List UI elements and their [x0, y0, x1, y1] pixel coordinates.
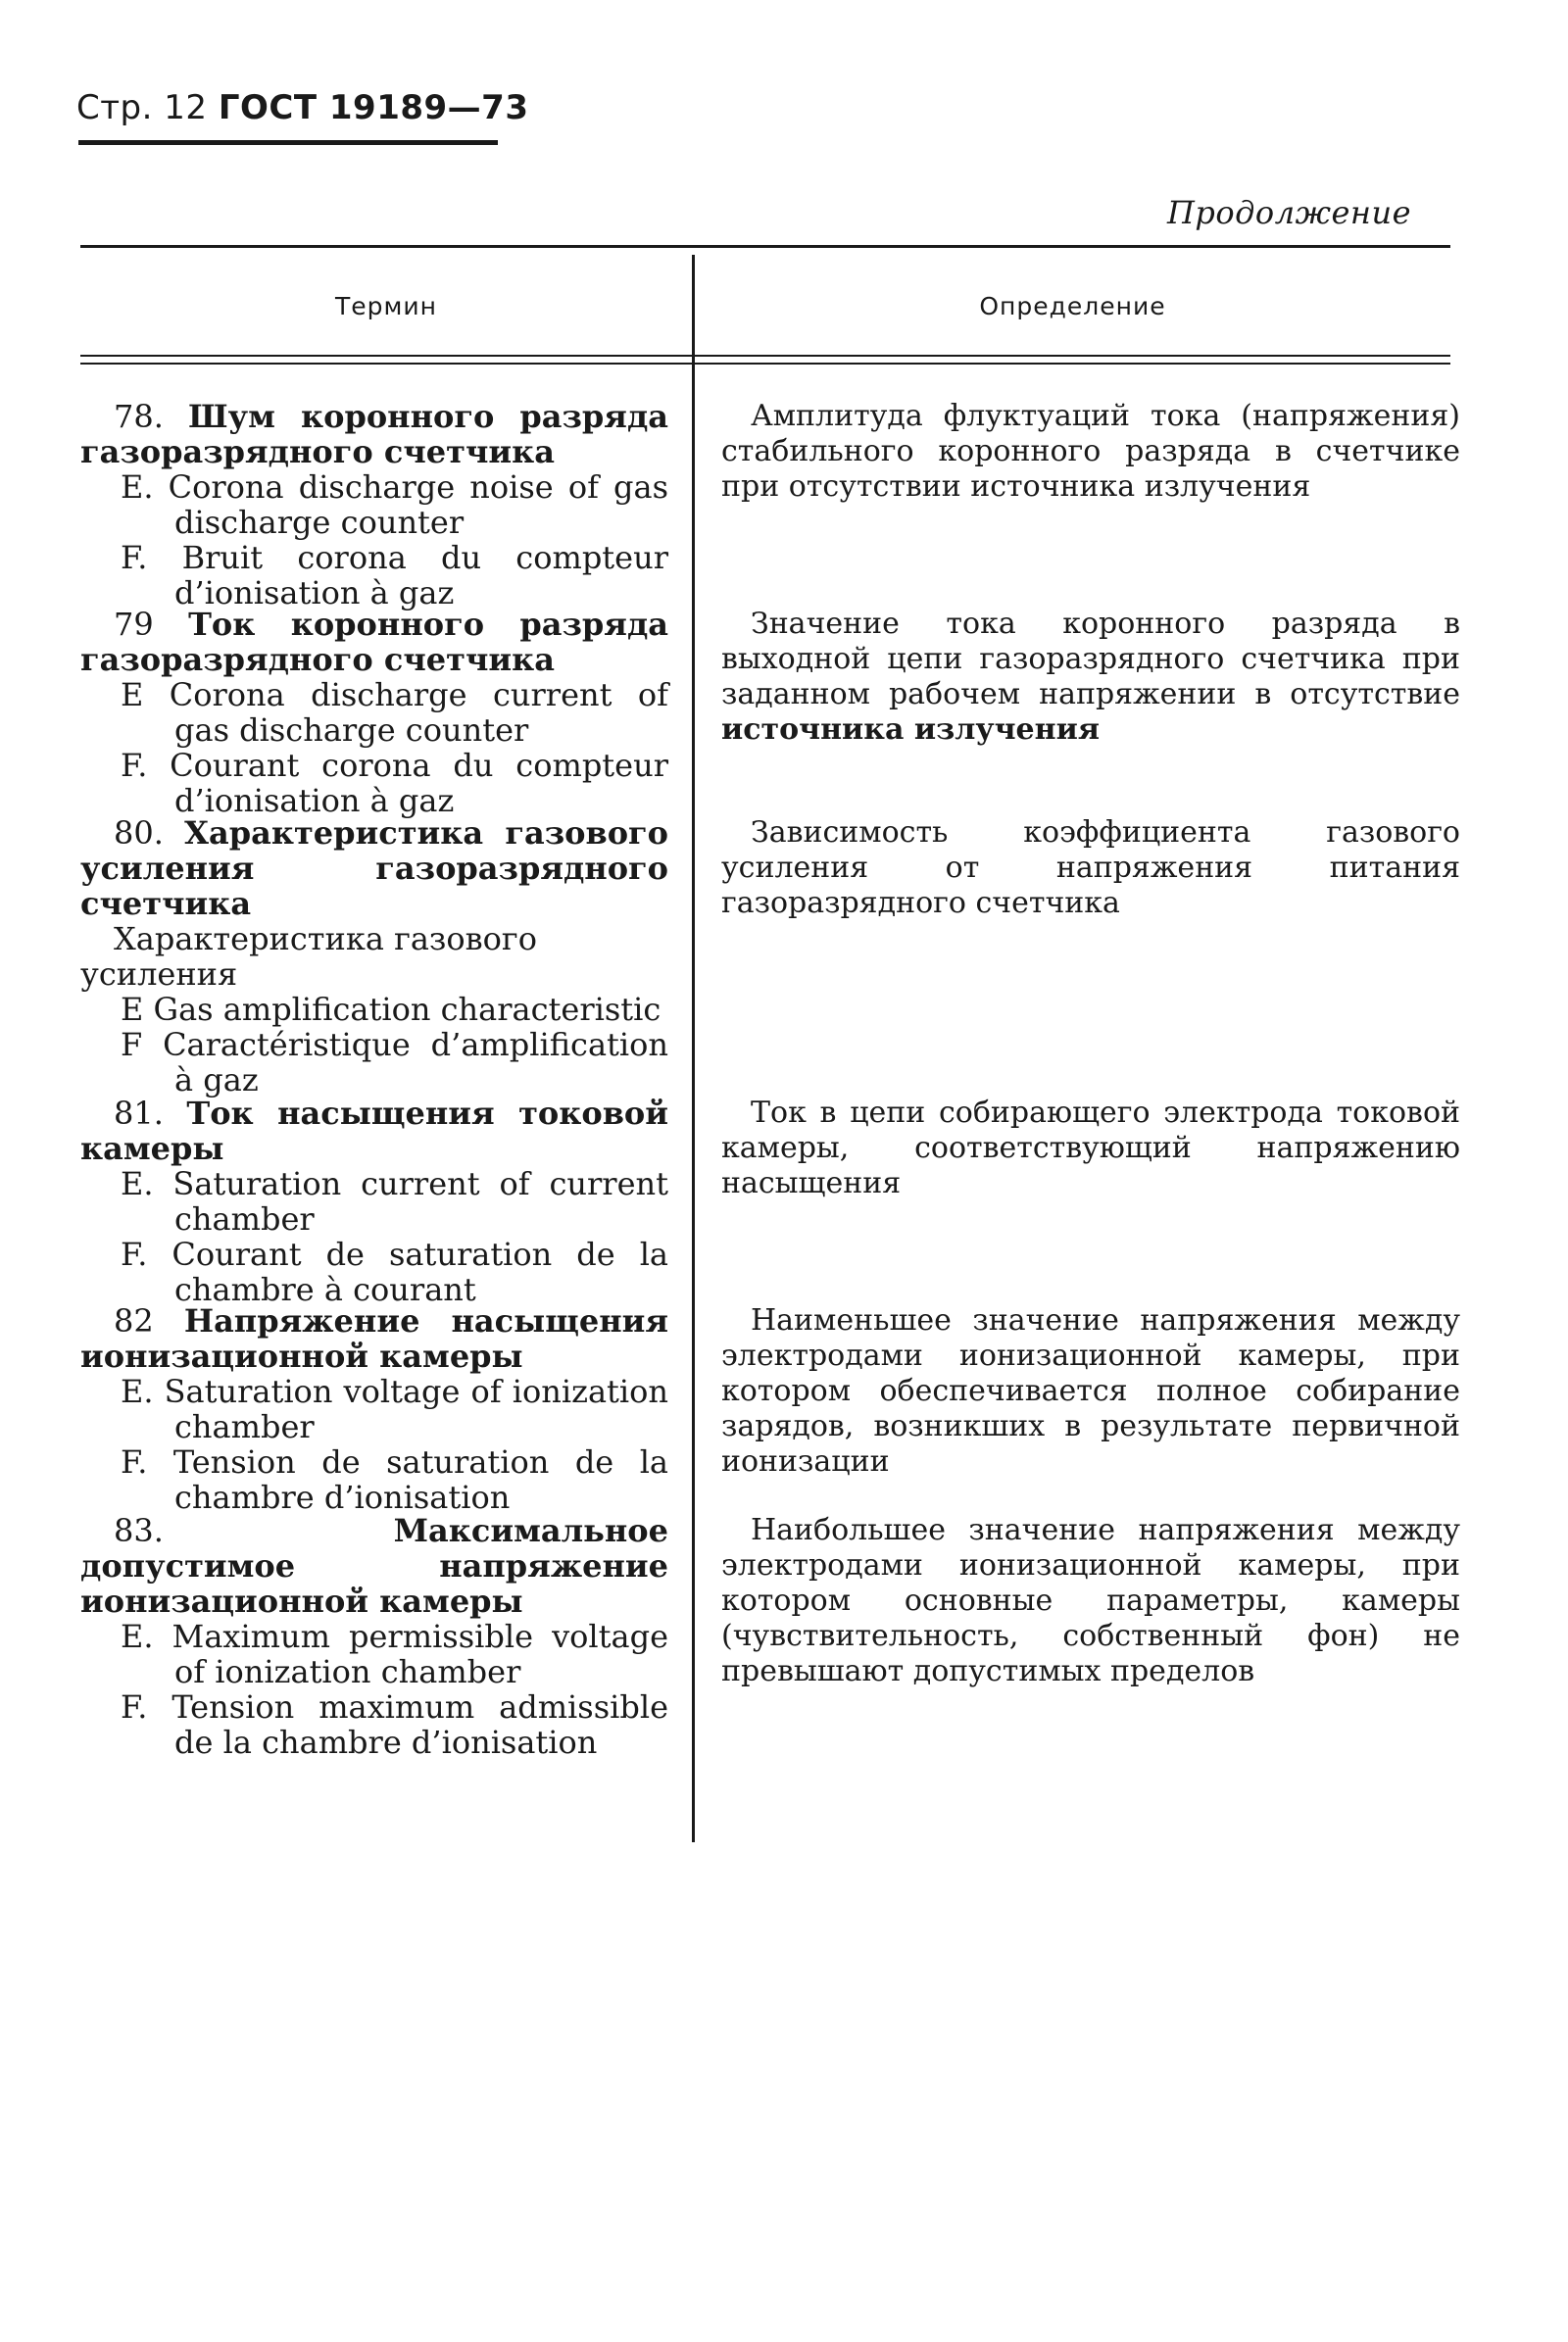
term-french: F. Tension de saturation de la chambre d’ionisation: [121, 1443, 668, 1516]
term-russian: Характеристика газового усиления газоразрядного счетчика: [80, 814, 668, 922]
column-header-definition: Определение: [979, 292, 1166, 320]
table-top-rule: [80, 245, 1450, 248]
definition-78: Амплитуда флуктуаций тока (напряжения) стабильного коронного разряда в счетчике при отсутствии источника излучения: [721, 399, 1460, 504]
term-synonym: Характеристика газового усиления: [80, 920, 537, 993]
term-english: E. Maximum permissible voltage of ionization chamber: [121, 1618, 668, 1690]
term-entry-82: [80, 1303, 668, 1515]
definition-text: Значение тока коронного разряда в выходной цепи газоразрядного счетчика при заданном рабочем напряжении в отсутствие: [721, 607, 1460, 711]
term-english: E. Corona discharge noise of gas discharge counter: [121, 468, 668, 541]
term-french: F. Bruit corona du compteur d’ionisation à gaz: [121, 539, 668, 611]
term-title: [80, 399, 668, 469]
column-divider: [692, 255, 695, 1842]
term-french: F. Tension maximum admissible de la chambre d’ionisation: [121, 1688, 668, 1761]
term-french: F. Courant corona du compteur d’ionisation à gaz: [121, 747, 668, 819]
standard-number: ГОСТ 19189—73: [218, 88, 529, 127]
term-title: [80, 815, 668, 921]
term-number: 82: [114, 1302, 154, 1340]
table-header-rule-double: [80, 363, 1450, 365]
term-russian: Шум коронного разряда газоразрядного счетчика: [80, 398, 669, 470]
term-title: [80, 1303, 668, 1374]
table-header-rule: [80, 355, 1450, 357]
term-russian: Ток коронного разряда газоразрядного счетчика: [80, 606, 669, 678]
term-number: 78.: [114, 398, 164, 435]
term-english: E. Saturation voltage of ionization chamber: [121, 1373, 668, 1445]
column-header-term: Термин: [335, 292, 437, 320]
definition-emphasis: источника излучения: [721, 712, 1101, 747]
term-entry-79: [80, 607, 668, 818]
term-russian: Максимальное допустимое напряжение ионизационной камеры: [80, 1512, 668, 1620]
term-english: E. Saturation current of current chamber: [121, 1165, 668, 1238]
page-header: [76, 88, 528, 127]
term-entry-80: [80, 815, 668, 1098]
term-entry-81: [80, 1096, 668, 1307]
term-title: [80, 607, 668, 677]
term-number: 81.: [114, 1095, 164, 1132]
term-english: E Corona discharge current of gas discharge counter: [121, 676, 668, 749]
page-number: Стр. 12: [76, 88, 208, 127]
term-russian: Ток насыщения токовой камеры: [80, 1095, 669, 1167]
term-number: 80.: [114, 814, 164, 852]
term-english: E Gas amplification characteristic: [121, 991, 662, 1028]
header-underline: [78, 140, 498, 145]
term-title: [80, 1096, 668, 1166]
definition-81: Ток в цепи собирающего электрода токовой камеры, соответствующий напряжению насыщения: [721, 1096, 1460, 1200]
term-french: F Caractéristique d’amplification à gaz: [121, 1026, 668, 1098]
term-entry-83: [80, 1513, 668, 1760]
definition-83: Наибольшее значение напряжения между электродами ионизационной камеры, при котором основные параметры, камеры (чувствительность, собственный фон) не превышают допустимых пределов: [721, 1513, 1460, 1688]
definition-80: Зависимость коэффициента газового усиления от напряжения питания газоразрядного счетчика: [721, 815, 1460, 920]
term-title: [80, 1513, 668, 1619]
term-russian: Напряжение насыщения ионизационной камеры: [80, 1302, 668, 1375]
term-number: 79: [114, 606, 154, 643]
term-number: 83.: [114, 1512, 164, 1549]
definition-82: Наименьшее значение напряжения между электродами ионизационной камеры, при котором обеспечивается полное собирание зарядов, возникших в результате первичной ионизации: [721, 1303, 1460, 1479]
term-entry-78: [80, 399, 668, 610]
term-french: F. Courant de saturation de la chambre à courant: [121, 1236, 668, 1308]
definition-79: [721, 607, 1460, 748]
continuation-label: Продолжение: [1166, 194, 1411, 231]
